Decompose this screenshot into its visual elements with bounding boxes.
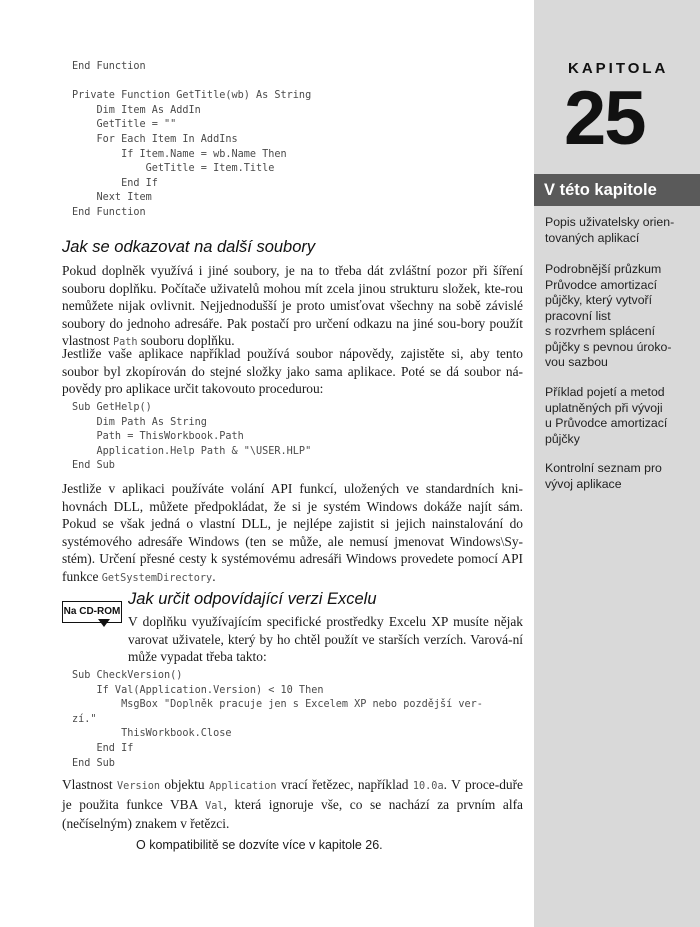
code-line: If Item.Name = wb.Name Then (72, 148, 287, 160)
code-line: Path = ThisWorkbook.Path (72, 431, 244, 443)
toc-item-line: půjčky (545, 431, 580, 446)
code-line: GetTitle = "" (72, 119, 177, 131)
paragraph-text: vrací řetězec, například (276, 777, 413, 792)
code-line: End Function (72, 61, 146, 72)
section-heading-excel-version: Jak určit odpovídající verzi Excelu (128, 590, 377, 608)
chapter-number: 25 (564, 76, 645, 161)
toc-item-line: tovaných aplikací (545, 230, 640, 245)
inline-code: GetSystemDirectory (101, 572, 213, 584)
code-line: ThisWorkbook.Close (72, 728, 232, 740)
toc-item-line: vou sazbou (545, 355, 608, 369)
toc-item[interactable] (545, 385, 695, 447)
toc-item-line: s rozvrhem splácení (545, 324, 656, 338)
paragraph-text: . V proce-duře je použita funkce VBA (62, 777, 524, 812)
code-line: Private Function GetTitle(wb) As String (72, 90, 312, 102)
paragraph (62, 776, 523, 833)
code-line: MsgBox "Doplněk pracuje jen s Excelem XP nebo pozdější ver- (72, 699, 483, 711)
code-line: End Sub (72, 460, 115, 472)
code-line: For Each Item In AddIns (72, 133, 238, 145)
chapter-label: KAPITOLA (568, 60, 669, 77)
toc-item[interactable] (545, 262, 695, 371)
inline-code: Application (209, 781, 277, 792)
toc-item-line: Kontrolní seznam pro (545, 461, 662, 475)
code-block-gethelp (72, 401, 311, 474)
paragraph-text: , která ignoruje vše, co se nachází za prvním alfa (nečíselným) znakem v řetězci. (62, 796, 523, 831)
inline-code: Path (112, 337, 138, 348)
paragraph-text: Pokud doplněk využívá i jiné soubory, je na to třeba dát zvláštní pozor při šíření souboru doplňku. Počítače uživatelů mohou mít zcela jinou strukturu složek, kte-rou nemůžete nijak ovlivnit. Nejjednodušší je proto umisťovat všechny na sobě závislé soubory do jednoho adresáře. Pak postačí pro určení odkazu na jiné sou-bory použít vlastnost (62, 263, 523, 348)
toc-item[interactable] (545, 215, 695, 246)
toc-item-line: Popis uživatelsky orien- (545, 215, 675, 229)
code-line (72, 75, 311, 90)
inline-code: Version (117, 781, 160, 792)
paragraph (62, 480, 523, 587)
code-line: Dim Item As AddIn (72, 104, 201, 116)
cross-reference-note: O kompatibilitě se dozvíte více v kapitole 26. (136, 838, 383, 852)
paragraph-text: objektu (159, 777, 210, 792)
toc-item-line: půjčky, který vytvoří (545, 293, 653, 307)
section-heading-other-files: Jak se odkazovat na další soubory (62, 238, 316, 256)
cd-rom-badge: Na CD-ROM (62, 601, 122, 623)
toc-item-line: půjčky s pevnou úroko- (545, 339, 672, 354)
inline-code: 10.0a (412, 781, 444, 792)
toc-item-line: Podrobnější průzkum (545, 262, 662, 276)
toc-item[interactable] (545, 461, 695, 492)
code-line: GetTitle = Item.Title (72, 163, 275, 175)
code-line: Sub CheckVersion() (72, 670, 183, 681)
toc-item-line: u Průvodce amortizací (545, 416, 668, 430)
paragraph-text: Jestliže v aplikaci používáte volání API funkcí, uložených ve standardních kni-hovnách DLL, můžete předpokládat, že si je systém Windows dokáže najít sám. Pokud se však jedná o vlastní DLL, je nejlépe zajistit si jejich nainstalování do systémového adresáře Windows (ten se může, ale nemusí jmenovat Windows\Sy-stém). Určení přesné cesty k systémovému adresáři Windows provedete pomocí API funkce (62, 481, 523, 584)
code-line: Dim Path As String (72, 416, 207, 428)
cd-rom-badge-pointer (98, 619, 110, 627)
code-line: Next Item (72, 192, 152, 204)
toc-item-line: pracovní list (545, 308, 611, 323)
toc-item-line: Příklad pojetí a metod (545, 385, 665, 399)
code-line: Application.Help Path & "\USER.HLP" (72, 445, 312, 457)
toc-item-line: vývoj aplikace (545, 476, 622, 491)
paragraph: V doplňku využívajícím specifické prostředky Excelu XP musíte nějak varovat uživatele, který by ho chtěl použít ve starších verzích. Varová-ní může vypadat třeba takto: (128, 614, 523, 664)
code-line: If Val(Application.Version) < 10 Then (72, 684, 324, 696)
paragraph-text: Vlastnost (62, 777, 118, 792)
toc-item-line: uplatněných při vývoji (545, 400, 663, 415)
paragraph-text: souboru doplňku. (137, 333, 235, 348)
code-line: End If (72, 742, 134, 754)
code-line: End Sub (72, 757, 115, 769)
code-line: End Function (72, 206, 146, 218)
toc-item-line: Průvodce amortizací (545, 277, 658, 292)
code-block-checkversion (72, 669, 483, 771)
paragraph: Jestliže vaše aplikace například používá soubor nápovědy, zajistěte si, aby tento soubor byl zkopírován do stejné složky jako sama aplikace. Poté se dá soubor ná-povědy pro aplikace určit takovouto procedurou: (62, 346, 523, 396)
paragraph-text: . (212, 568, 216, 584)
code-line: Sub GetHelp() (72, 402, 152, 413)
code-line: zí." (72, 713, 97, 725)
code-block-gettitle (72, 60, 311, 221)
code-line: End If (72, 177, 158, 189)
inline-code: Val (205, 800, 224, 812)
toc-title: V této kapitole (534, 174, 700, 206)
paragraph (62, 262, 523, 352)
